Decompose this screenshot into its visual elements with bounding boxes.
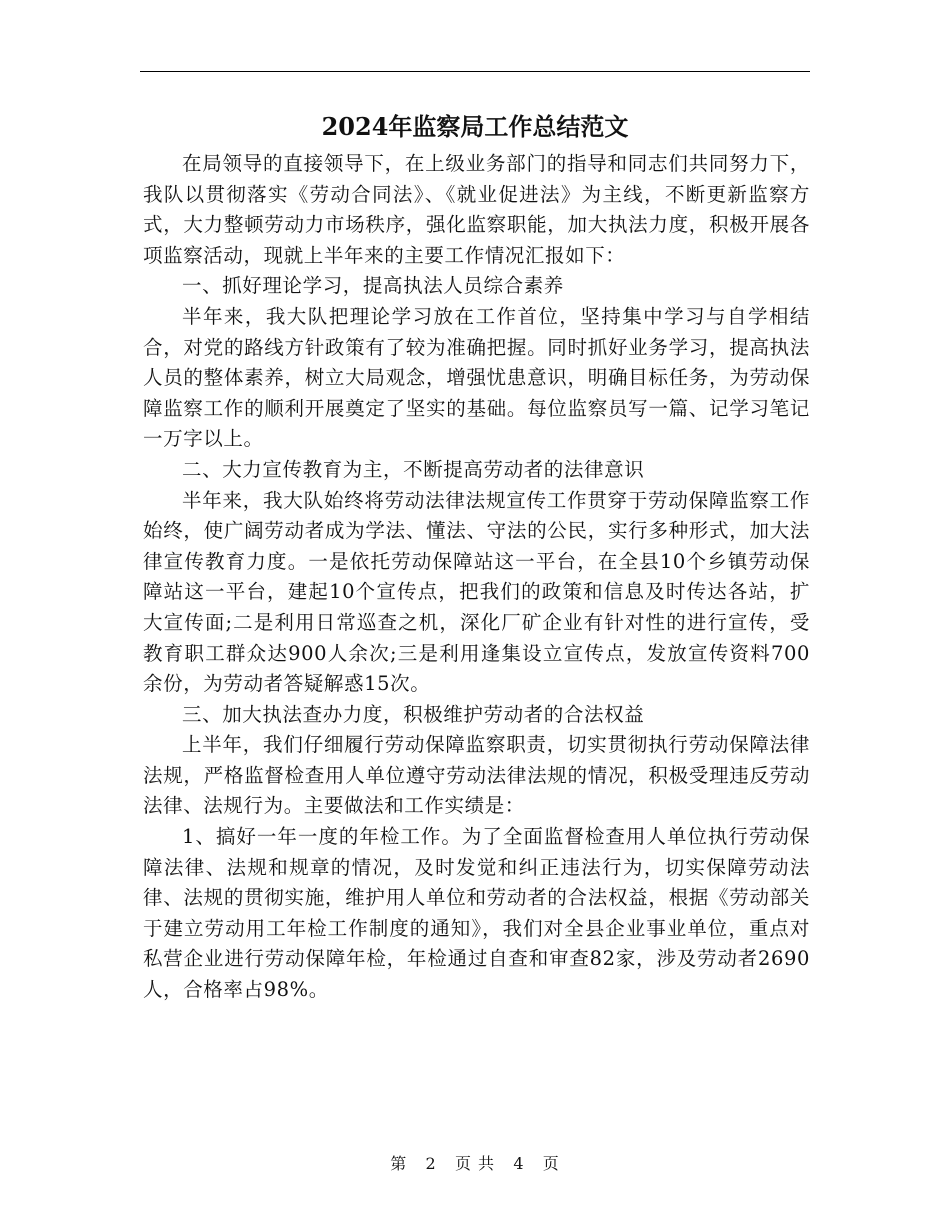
footer-page-total: 4 [513, 1154, 525, 1173]
paragraph-item-1: 1、搞好一年一度的年检工作。为了全面监督检查用人单位执行劳动保障法律、法规和规章的情况，及时发觉和纠正违法行为，切实保障劳动法律、法规的贯彻实施，维护用人单位和劳动者的合法权益，根据《劳动部关于建立劳动用工年检工作制度的通知》，我们对全县企业事业单位，重点对私营企业进行劳动保障年检，年检通过自查和审查82家，涉及劳动者2690人，合格率占98%。 [143, 825, 810, 1002]
paragraph-section-1: 半年来，我大队把理论学习放在工作首位，坚持集中学习与自学相结合，对党的路线方针政策有了较为准确把握。同时抓好业务学习，提高执法人员的整体素养，树立大局观念，增强忧患意识，明确目标任务，为劳动保障监察工作的顺利开展奠定了坚实的基础。每位监察员写一篇、记学习笔记一万字以上。 [143, 304, 810, 451]
header-rule [140, 71, 810, 72]
page-footer [140, 1152, 810, 1176]
footer-page-number: 2 [425, 1154, 437, 1173]
paragraph-section-3: 上半年，我们仔细履行劳动保障监察职责，切实贯彻执行劳动保障法律法规，严格监督检查用人单位遵守劳动法律法规的情况，积极受理违反劳动法律、法规行为。主要做法和工作实绩是： [143, 733, 810, 818]
paragraph-intro: 在局领导的直接领导下，在上级业务部门的指导和同志们共同努力下，我队以贯彻落实《劳动合同法》、《就业促进法》为主线，不断更新监察方式，大力整顿劳动力市场秩序，强化监察职能，加大执法力度，积极开展各项监察活动，现就上半年来的主要工作情况汇报如下： [143, 152, 810, 267]
section-heading-1: 一、抓好理论学习，提高执法人员综合素养 [182, 274, 564, 298]
footer-prefix: 第 [390, 1154, 408, 1173]
section-heading-2: 二、大力宣传教育为主，不断提高劳动者的法律意识 [182, 457, 645, 481]
footer-middle: 页 共 [454, 1154, 496, 1173]
footer-suffix: 页 [542, 1154, 560, 1173]
paragraph-section-2: 半年来，我大队始终将劳动法律法规宣传工作贯穿于劳动保障监察工作始终，使广阔劳动者成为学法、懂法、守法的公民，实行多种形式，加大法律宣传教育力度。一是依托劳动保障站这一平台，在全县10个乡镇劳动保障站这一平台，建起10个宣传点，把我们的政策和信息及时传达各站，扩大宣传面;二是利用日常巡查之机，深化厂矿企业有针对性的进行宣传，受教育职工群众达900人余次;三是利用逢集设立宣传点，发放宣传资料700余份，为劳动者答疑解惑15次。 [143, 488, 810, 696]
document-body [143, 149, 810, 1006]
document-title: 2024年监察局工作总结范文 [321, 112, 629, 141]
section-heading-3: 三、加大执法查办力度，积极维护劳动者的合法权益 [182, 702, 645, 726]
